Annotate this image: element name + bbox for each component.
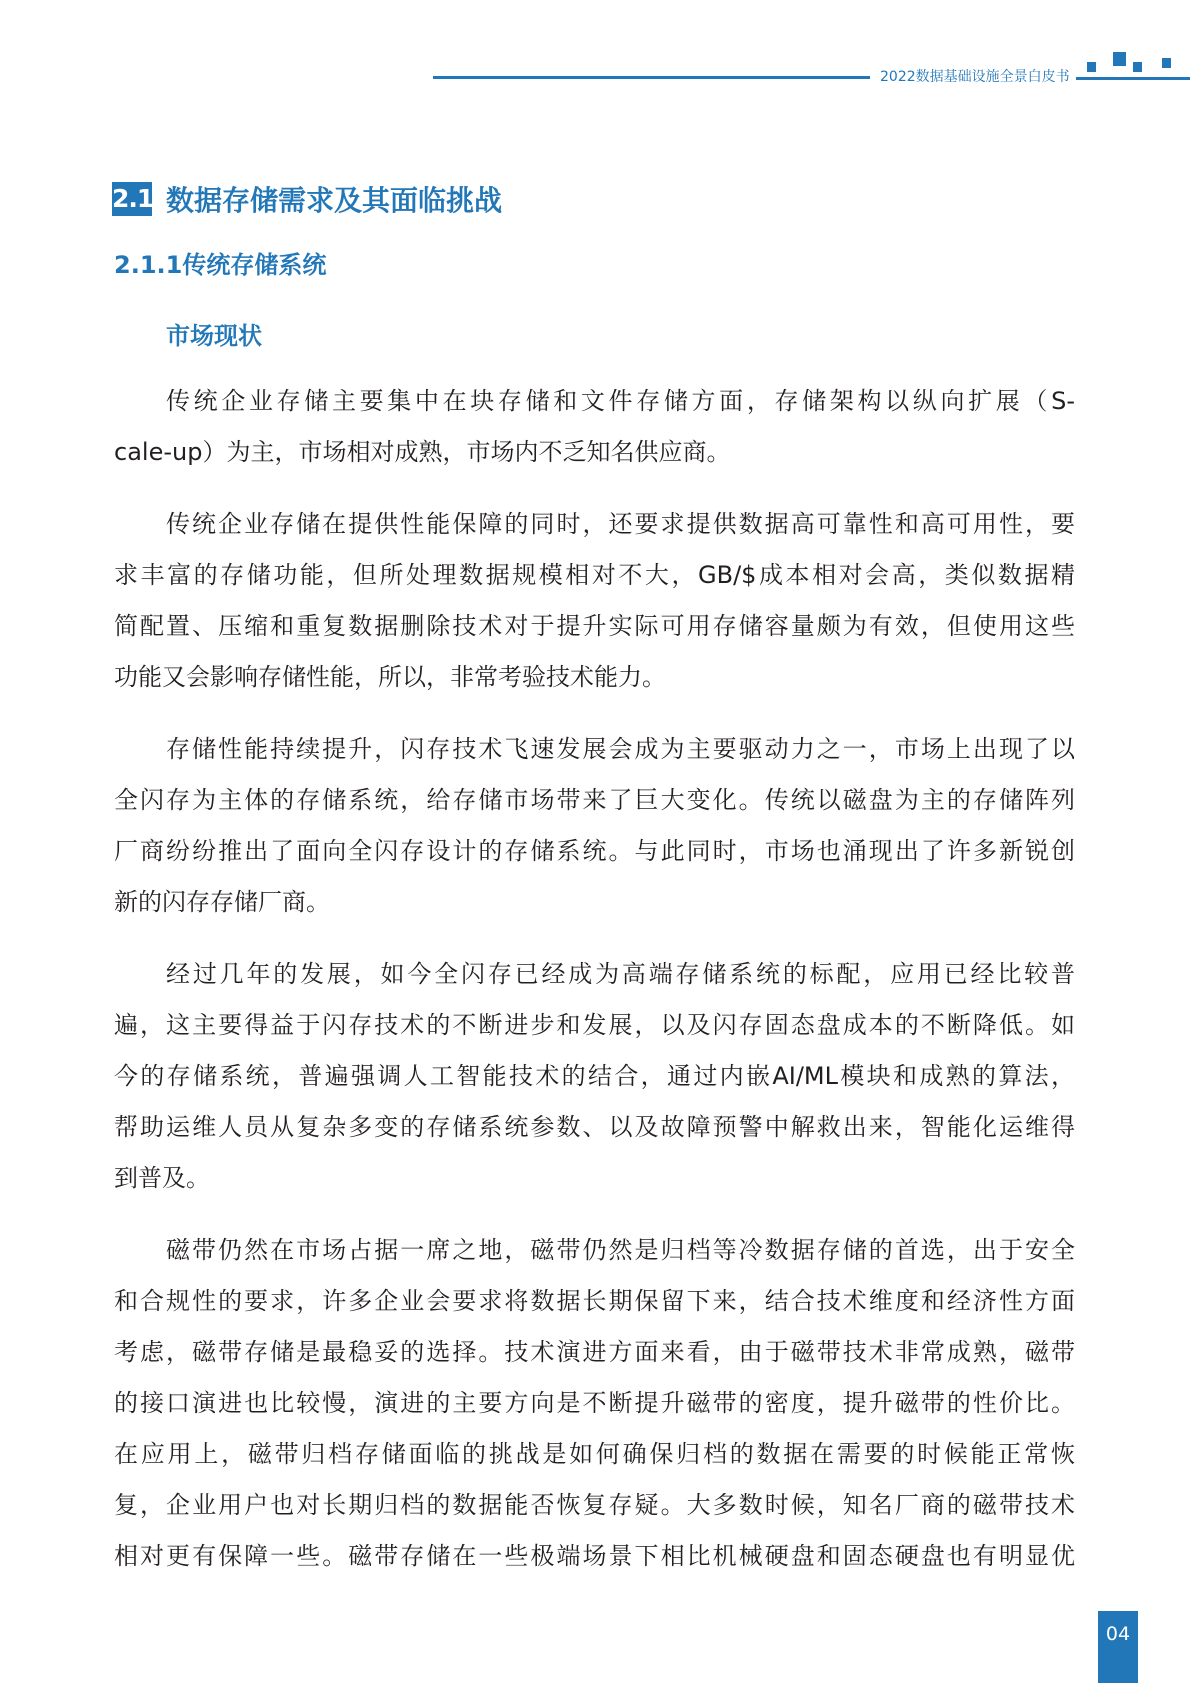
subsection-title: 2.1.1传统存储系统 (114, 251, 327, 279)
paragraph-line: 在应用上，磁带归档存储面临的挑战是如何确保归档的数据在需要的时候能正常恢 (114, 1440, 1075, 1468)
subheading-title: 市场现状 (166, 322, 262, 350)
paragraph-line: 全闪存为主体的存储系统，给存储市场带来了巨大变化。传统以磁盘为主的存储阵列 (114, 786, 1075, 814)
paragraph-line: 复，企业用户也对长期归档的数据能否恢复存疑。大多数时候，知名厂商的磁带技术 (114, 1491, 1075, 1519)
paragraph-line: 帮助运维人员从复杂多变的存储系统参数、以及故障预警中解救出来，智能化运维得 (114, 1113, 1075, 1141)
paragraph-line: 和合规性的要求，许多企业会要求将数据长期保留下来，结合技术维度和经济性方面 (114, 1287, 1075, 1315)
paragraph-line: cale-up）为主，市场相对成熟，市场内不乏知名供应商。 (114, 438, 731, 466)
paragraph (114, 1225, 1075, 1582)
section-number: 2.1 (112, 182, 152, 216)
paragraph (114, 376, 1075, 478)
paragraph-line: 传统企业存储在提供性能保障的同时，还要求提供数据高可靠性和高可用性，要 (166, 510, 1075, 538)
header-doc-title: 2022数据基础设施全景白皮书 (880, 69, 1070, 85)
paragraph (114, 724, 1075, 928)
paragraph-line: 的接口演进也比较慢，演进的主要方向是不断提升磁带的密度，提升磁带的性价比。 (114, 1389, 1075, 1417)
body-text (114, 376, 1075, 1603)
paragraph-line: 经过几年的发展，如今全闪存已经成为高端存储系统的标配，应用已经比较普 (166, 960, 1075, 988)
page-number: 04 (1098, 1611, 1138, 1683)
paragraph-line: 今的存储系统，普遍强调人工智能技术的结合，通过内嵌AI/ML模块和成熟的算法， (114, 1062, 1075, 1090)
paragraph-line: 厂商纷纷推出了面向全闪存设计的存储系统。与此同时，市场也涌现出了许多新锐创 (114, 837, 1075, 865)
paragraph-line: 新的闪存存储厂商。 (114, 888, 330, 916)
paragraph (114, 949, 1075, 1204)
header-rule-right (1076, 77, 1190, 80)
header-rule-left (433, 76, 870, 79)
paragraph-line: 传统企业存储主要集中在块存储和文件存储方面，存储架构以纵向扩展（S- (166, 387, 1075, 415)
paragraph-line: 存储性能持续提升，闪存技术飞速发展会成为主要驱动力之一，市场上出现了以 (166, 735, 1075, 763)
paragraph (114, 499, 1075, 703)
paragraph-line: 简配置、压缩和重复数据删除技术对于提升实际可用存储容量颇为有效，但使用这些 (114, 612, 1075, 640)
section-title: 数据存储需求及其面临挑战 (166, 184, 503, 217)
paragraph-line: 求丰富的存储功能，但所处理数据规模相对不大，GB/$成本相对会高，类似数据精 (114, 561, 1075, 589)
paragraph-line: 相对更有保障一些。磁带存储在一些极端场景下相比机械硬盘和固态硬盘也有明显优 (114, 1542, 1075, 1570)
paragraph-line: 磁带仍然在市场占据一席之地，磁带仍然是归档等冷数据存储的首选，出于安全 (166, 1236, 1075, 1264)
paragraph-line: 考虑，磁带存储是最稳妥的选择。技术演进方面来看，由于磁带技术非常成熟，磁带 (114, 1338, 1075, 1366)
paragraph-line: 功能又会影响存储性能，所以，非常考验技术能力。 (114, 663, 666, 691)
paragraph-line: 到普及。 (114, 1164, 210, 1192)
paragraph-line: 遍，这主要得益于闪存技术的不断进步和发展，以及闪存固态盘成本的不断降低。如 (114, 1011, 1075, 1039)
